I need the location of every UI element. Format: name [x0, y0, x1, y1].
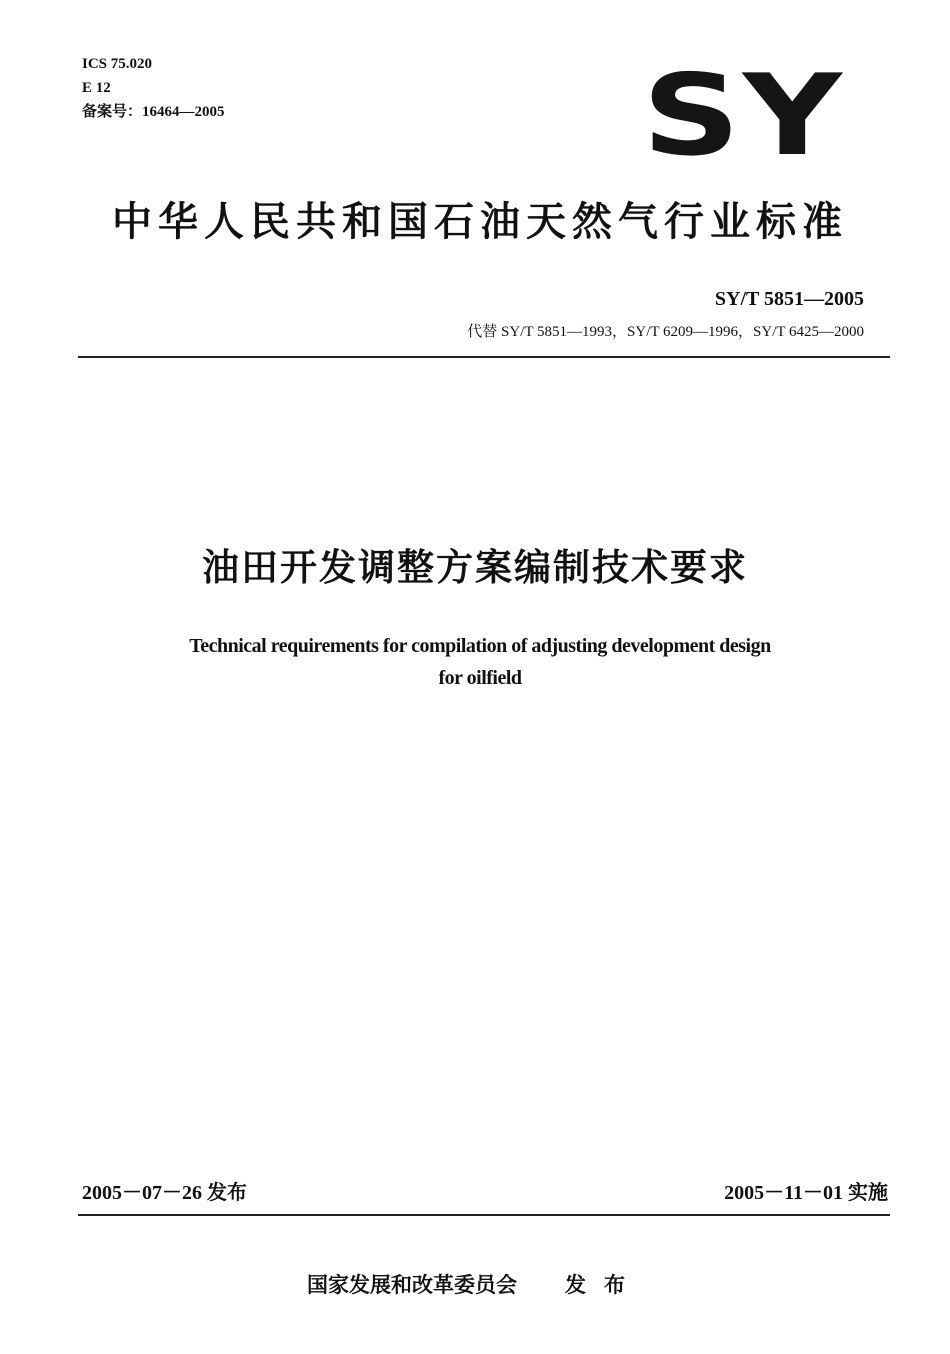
publisher-action: 发布 — [565, 1273, 643, 1297]
header-meta — [82, 52, 225, 124]
sy-logo: SY — [642, 51, 845, 181]
ics-code: ICS 75.020 — [82, 56, 153, 72]
implementation-date: 2005－11－01 实施 — [724, 1182, 888, 1204]
document-title-chinese: 油田开发调整方案编制技术要求 — [202, 546, 748, 589]
classification-code: E 12 — [82, 80, 111, 96]
record-number: 备案号：16464—2005 — [82, 104, 225, 120]
replaces-note: 代替 SY/T 5851—1993，SY/T 6209—1996，SY/T 6425—2000 — [467, 324, 864, 340]
english-title-line-1: Technical requirements for compilation of adjusting development design — [189, 635, 771, 657]
standard-number: SY/T 5851—2005 — [714, 288, 864, 310]
bottom-divider — [78, 1214, 890, 1216]
organization-title: 中华人民共和国石油天然气行业标准 — [112, 199, 848, 245]
publisher-line — [0, 1270, 950, 1300]
english-title-line-2: for oilfield — [438, 667, 522, 689]
top-divider — [78, 356, 890, 358]
publisher-name: 国家发展和改革委员会 — [307, 1273, 517, 1297]
issue-date: 2005－07－26 发布 — [82, 1182, 247, 1204]
document-title-english — [80, 630, 880, 694]
